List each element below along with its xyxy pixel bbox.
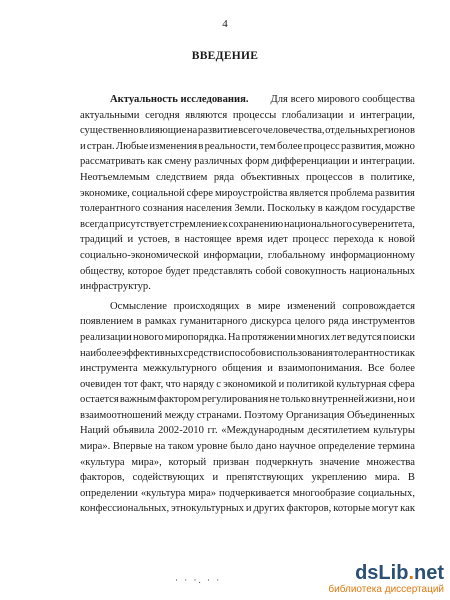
text-word: в (317, 203, 323, 215)
text-word: процессы (232, 109, 277, 121)
text-word: протяжении (241, 331, 296, 343)
text-word: населения (185, 203, 233, 215)
text-word: что (165, 378, 181, 390)
text-word: взаимоотношений (80, 409, 163, 421)
text-word: «культура (140, 487, 186, 499)
text-word: инструментов (351, 316, 415, 328)
text-word: глобализации (281, 109, 344, 121)
watermark-subtitle: библиотека диссертаций (328, 584, 444, 595)
text-line (80, 470, 415, 486)
text-word: уровне (196, 441, 228, 453)
text-word: глобальному (267, 249, 326, 261)
section-heading: ВВЕДЕНИЕ (191, 50, 259, 62)
text-line (80, 232, 415, 248)
text-line (80, 154, 415, 170)
text-word: подчеркнуть (255, 456, 313, 468)
text-line (80, 92, 415, 108)
text-line (80, 377, 415, 393)
text-word: «Международным (221, 425, 305, 437)
text-word: факт, (140, 378, 164, 390)
text-word: мира» (188, 487, 217, 499)
text-line (80, 361, 415, 377)
text-line (80, 139, 415, 155)
text-word: к (378, 234, 384, 246)
text-line (80, 186, 415, 202)
text-word: интеграции, (360, 109, 415, 121)
text-word: сохранению (228, 218, 284, 230)
text-word: в (359, 171, 365, 183)
text-word: странами. (196, 409, 242, 421)
text-word: с (216, 378, 221, 390)
text-word: собой (255, 265, 282, 277)
text-word: и (218, 347, 224, 359)
text-word: совокупность (284, 265, 347, 277)
text-word: обществу, (80, 265, 125, 277)
text-line (80, 501, 415, 517)
page-number: 4 (222, 18, 228, 30)
text-word: призван (212, 456, 249, 468)
text-word: толерантного (80, 203, 141, 215)
text-word: 2002-2010 (158, 425, 204, 437)
text-word: время (236, 234, 263, 246)
text-word: Земли. (234, 203, 265, 215)
text-word: проблема (330, 187, 373, 199)
text-word: и (278, 378, 285, 390)
text-word: фактором (157, 394, 201, 406)
text-word: отдельных (325, 125, 374, 137)
text-word: взаимопонимания. (278, 363, 363, 375)
text-word: нового (133, 331, 164, 343)
text-word: сознания (142, 203, 184, 215)
text-word: настоящее (184, 234, 232, 246)
text-line (80, 346, 415, 362)
text-word: и (409, 394, 415, 406)
text-line (80, 439, 415, 455)
text-word: подчеркивается (219, 487, 290, 499)
text-word: определение (318, 441, 376, 453)
text-word: национального (283, 218, 352, 230)
text-word: интеграции. (360, 156, 415, 168)
text-word: таком (167, 441, 194, 453)
text-word: более (276, 140, 303, 152)
text-word: в (198, 140, 204, 152)
text-word: следствием (156, 171, 208, 183)
text-line (80, 423, 415, 439)
text-word: социальных, (358, 487, 415, 499)
text-word: и (212, 472, 219, 484)
text-word: Поэтому (244, 409, 284, 421)
text-word: политике, (370, 171, 415, 183)
text-word: развития (374, 187, 415, 199)
text-word: процесс (292, 234, 329, 246)
text-word: использования (266, 347, 333, 359)
text-word: экономикой (223, 378, 277, 390)
text-word: как (400, 503, 415, 515)
text-word: представлять (192, 265, 253, 277)
text-word: существенно (80, 125, 139, 137)
text-line (80, 217, 415, 233)
text-word: содействующих (132, 472, 205, 484)
text-word: дифференциации (271, 156, 350, 168)
text-word: Любые (115, 140, 149, 152)
text-word: было (230, 441, 254, 453)
text-word: информационному (329, 249, 415, 261)
text-word: множества (366, 456, 415, 468)
text-word: регулирования (201, 394, 269, 406)
text-word: важным (119, 394, 157, 406)
text-word: но (397, 394, 409, 406)
text-word: мира. (374, 472, 400, 484)
text-word: и (348, 109, 355, 121)
text-line: инфраструктур. (80, 281, 151, 293)
text-word: мира». (80, 441, 111, 453)
text-word: и (352, 156, 358, 168)
text-word: гг. (207, 425, 218, 437)
text-line (80, 408, 415, 424)
text-word: форм (245, 156, 270, 168)
text-word: объективных (240, 171, 300, 183)
text-word: мира», (131, 456, 162, 468)
text-word: наиболее (80, 347, 122, 359)
text-word: значение (319, 456, 360, 468)
text-word: Объединенных (346, 409, 415, 421)
text-word: миропорядка. (164, 331, 227, 343)
text-word: влияющие (139, 125, 187, 137)
text-word: других (253, 503, 285, 515)
text-word: процесс (303, 140, 340, 152)
text-line (80, 486, 415, 502)
text-word: который (168, 456, 207, 468)
text-line (80, 123, 415, 139)
text-word: развитие (197, 125, 238, 137)
text-word: препятствующих (226, 472, 304, 484)
text-word: которые (333, 503, 370, 515)
text-word: более (389, 363, 415, 375)
text-word: мире (257, 300, 281, 312)
text-line (80, 330, 415, 346)
text-word: десятилетием (307, 425, 370, 437)
text-word: сфера (388, 378, 415, 390)
text-word: ряда (213, 171, 235, 183)
text-line (80, 201, 415, 217)
text-word: на (186, 125, 198, 137)
text-word: будет (165, 265, 190, 277)
scan-artifact: · · ·. · · (175, 575, 222, 585)
text-word: к (222, 218, 228, 230)
text-word: лет (331, 331, 346, 343)
text-word: происходящих (173, 300, 240, 312)
text-word: жизни, (365, 394, 397, 406)
text-word: смену (164, 156, 192, 168)
text-word: различных (194, 156, 243, 168)
text-word: и (80, 140, 86, 152)
text-line (80, 299, 415, 315)
text-word: Неотъемлемым (80, 171, 150, 183)
text-word: процессов (306, 171, 353, 183)
text-word: В (407, 472, 415, 484)
text-line (80, 392, 415, 408)
text-line (80, 170, 415, 186)
text-word: объявила (112, 425, 155, 437)
text-word: регионов (373, 125, 415, 137)
text-word: культуры (373, 425, 415, 437)
text-line-content: Для всего мирового сообщества (270, 94, 415, 105)
text-word: определении (80, 487, 138, 499)
text-word: можно (384, 140, 415, 152)
text-word: мироустройства (214, 187, 288, 199)
text-word: средств (183, 347, 218, 359)
text-word: Наций (80, 425, 110, 437)
text-word: устоев, (137, 234, 171, 246)
text-word: и (127, 234, 134, 246)
text-word: национальных (349, 265, 415, 277)
text-line (80, 248, 415, 264)
text-word: является (289, 187, 329, 199)
text-word: сегодня (145, 109, 180, 121)
text-word: тем (259, 140, 276, 152)
text-word: перехода (333, 234, 374, 246)
text-word: толерантности (333, 347, 400, 359)
body-text (80, 92, 415, 517)
text-word: дано (255, 441, 277, 453)
text-word: целого (294, 316, 326, 328)
text-word: человечества, (262, 125, 325, 137)
text-word: Осмысление (110, 300, 167, 312)
text-word: многообразие (292, 487, 356, 499)
text-word: гуманитарного (179, 316, 248, 328)
text-word: укреплению (311, 472, 367, 484)
text-word: культурная (336, 378, 387, 390)
text-word: очевиден (80, 378, 122, 390)
text-word: политикой (286, 378, 335, 390)
text-word: между (164, 409, 195, 421)
watermark-logo (294, 562, 444, 596)
text-word: как (147, 156, 163, 168)
text-word: термина (377, 441, 415, 453)
text-word: идет (267, 234, 288, 246)
text-word: развития, (340, 140, 384, 152)
text-word: присутствует (109, 218, 169, 230)
text-word: новой (388, 234, 415, 246)
text-word: социально-экономической (80, 249, 199, 261)
text-word: наряду (182, 378, 215, 390)
text-word: инструмента (80, 363, 138, 375)
text-word: Организация (285, 409, 345, 421)
text-word: остается (80, 394, 119, 406)
text-line (80, 455, 415, 471)
text-word: каждом (325, 203, 360, 215)
text-word: научное (279, 441, 316, 453)
text-word: реальности, (204, 140, 259, 152)
text-word: ряда (328, 316, 349, 328)
lead-phrase: Актуальность исследования. (110, 94, 249, 105)
text-word: сфере (186, 187, 213, 199)
text-word: государстве (361, 203, 415, 215)
text-word: поиски (382, 331, 415, 343)
text-word: На (227, 331, 241, 343)
text-word: всего (238, 125, 263, 137)
text-word: Все (367, 363, 385, 375)
text-word: появлением (80, 316, 134, 328)
text-word: всегда (80, 218, 109, 230)
text-word: многих (297, 331, 331, 343)
text-word: на (154, 441, 166, 453)
text-word: факторов, (80, 472, 125, 484)
text-word: способов (224, 347, 266, 359)
text-word: внутренней (311, 394, 364, 406)
text-word: могут (371, 503, 399, 515)
watermark-logo-text: dsLib.net (355, 562, 444, 584)
text-word: только (280, 394, 311, 406)
text-word: реализации (80, 331, 132, 343)
text-word: традиций (80, 234, 123, 246)
text-line (80, 264, 415, 280)
text-line (80, 314, 415, 330)
text-word: и (267, 363, 273, 375)
text-word: общения (222, 363, 262, 375)
text-word: которое (127, 265, 163, 277)
text-word: информации, (203, 249, 264, 261)
text-word: межкультурного (143, 363, 217, 375)
text-word: конфессиональных, (80, 503, 170, 515)
text-word: экономике, (80, 187, 130, 199)
text-word: рассматривать (80, 156, 145, 168)
text-word: как (400, 347, 415, 359)
text-word: рамках (144, 316, 177, 328)
text-word: в (246, 300, 252, 312)
text-word: стремление (169, 218, 222, 230)
text-word: ведутся (347, 331, 382, 343)
text-word: в (174, 234, 180, 246)
text-word: этнокультурных (171, 503, 244, 515)
text-word: не (269, 394, 280, 406)
text-word: социальной (131, 187, 185, 199)
text-word: являются (185, 109, 228, 121)
text-word: и (245, 503, 252, 515)
text-word: дискурса (250, 316, 292, 328)
text-word: изменения (149, 140, 198, 152)
text-word: Впервые (112, 441, 153, 453)
text-word: эффективных (121, 347, 183, 359)
text-word: стран. (86, 140, 115, 152)
text-word: изменений (287, 300, 336, 312)
text-word: в (136, 316, 142, 328)
text-word: актуальными (80, 109, 140, 121)
text-word: сопровождается (342, 300, 415, 312)
text-word: тот (123, 378, 138, 390)
text-word: Поскольку (267, 203, 316, 215)
text-line (80, 108, 415, 124)
text-word: суверенитета, (352, 218, 415, 230)
text-word: «культура (80, 456, 125, 468)
text-word: факторов, (286, 503, 332, 515)
